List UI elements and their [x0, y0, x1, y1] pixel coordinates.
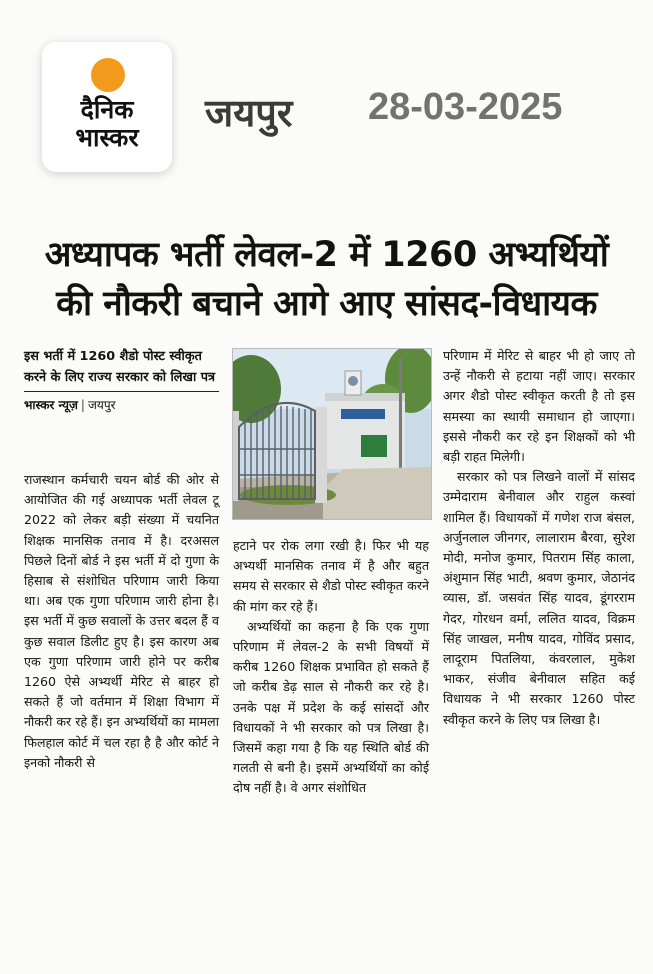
byline-separator: | [80, 398, 85, 412]
sun-icon [91, 58, 125, 92]
subheadline-block [24, 346, 219, 416]
subheadline-divider [24, 391, 219, 392]
article-column-1 [24, 470, 219, 773]
edition-date: 28-03-2025 [368, 86, 563, 128]
article-paragraph: अभ्यर्थियों का कहना है कि एक गुणा परिणाम में लेवल-2 के सभी विषयों में करीब 1260 शिक्षक प्रभावित हो सकते हैं जो करीब डेढ़ साल से नौकरी कर रहे है। उनके पक्ष में प्रदेश के कई सांसदों और विधायकों ने भी सरकार को पत्र लिखा है। जिसमें कहा गया है कि यह स्थिति बोर्ड की गलती से बनी है। इसमें अभ्यर्थियों का कोई दोष नहीं है। वे अगर संशोधित [233, 618, 429, 796]
logo-text-line2: भास्कर [75, 123, 139, 152]
article-paragraph: परिणाम में मेरिट से बाहर भी हो जाए तो उन्हें नौकरी से हटाया नहीं जाए। सरकार अगर शैडो पोस्ट स्वीकृत करती है तो इस समस्या का स्थायी समाधान हो जाएगा। इससे नौकरी कर रहे इन शिक्षकों को भी बड़ी राहत मिलेगी। [443, 348, 635, 465]
news-photo-school-gate [232, 348, 432, 520]
byline-city: जयपुर [87, 398, 116, 412]
article-paragraph: सरकार को पत्र लिखने वालों में सांसद उम्मेदाराम बेनीवाल और राहुल कस्वां शामिल हैं। विधायकों में गणेश राज बंसल, अर्जुनलाल जीनगर, लालाराम बैरवा, सुरेश मोदी, मनोज कुमार, पितराम सिंह काला, अंशुमान सिंह भाटी, श्रवण कुमार, जेठानंद व्यास, डॉ. जसवंत सिंह यादव, डूंगरराम गेदर, गोरधन वर्मा, ललित यादव, विक्रम सिंह जाखल, मनीष यादव, गोविंद प्रसाद, लादूराम पितलिया, कंवरलाल, मुकेश भाकर, संजीव बेनीवाल सहित कई विधायक ने भी सरकार 1260 पोस्ट स्वीकृत करने के लिए पत्र लिखा है। [443, 469, 635, 727]
byline [24, 395, 219, 416]
dainik-bhaskar-logo [42, 42, 172, 172]
article-paragraph: हटाने पर रोक लगा रखी है। फिर भी यह अभ्यर्थी मानसिक तनाव में है और बहुत समय से सरकार से शैडो पोस्ट स्वीकृत करने की मांग कर रहे हैं। [233, 538, 429, 614]
article-column-3 [443, 346, 635, 730]
logo-text-line1: दैनिक [80, 95, 134, 124]
article-column-2 [233, 536, 429, 799]
headline-line1: अध्यापक भर्ती लेवल-2 में 1260 अभ्यर्थियों [44, 235, 609, 275]
edition-city: जयपुर [205, 91, 293, 135]
subheadline: इस भर्ती में 1260 शैडो पोस्ट स्वीकृत करने के लिए राज्य सरकार को लिखा पत्र [24, 349, 216, 385]
article-paragraph: राजस्थान कर्मचारी चयन बोर्ड की ओर से आयोजित की गई अध्यापक भर्ती लेवल टू 2022 को लेकर बड़ी संख्या में चयनित शिक्षक मानसिक तनाव में है। दरअसल पिछले दिनों बोर्ड ने इस भर्ती में दो गुणा के हिसाब से संशोधित परिणाम जारी किया था। अब एक गुणा परिणाम जारी होना है। इस भर्ती में कुछ सवालों के उत्तर बदल हैं व कुछ सवाल डिलीट हुए है। इस कारण अब एक गुणा परिणाम जारी होने पर करीब 1260 ऐसे अभ्यर्थी मेरिट से बाहर हो सकते हैं जो वर्तमान में शिक्षा विभाग में नौकरी कर रहे हैं। इन अभ्यर्थियों का मामला फिलहाल कोर्ट में चल रहा है है और कोर्ट ने इनको नौकरी से [24, 472, 219, 770]
byline-agency: भास्कर न्यूज़ [24, 398, 78, 412]
headline-line2: की नौकरी बचाने आगे आए सांसद-विधायक [56, 284, 597, 324]
